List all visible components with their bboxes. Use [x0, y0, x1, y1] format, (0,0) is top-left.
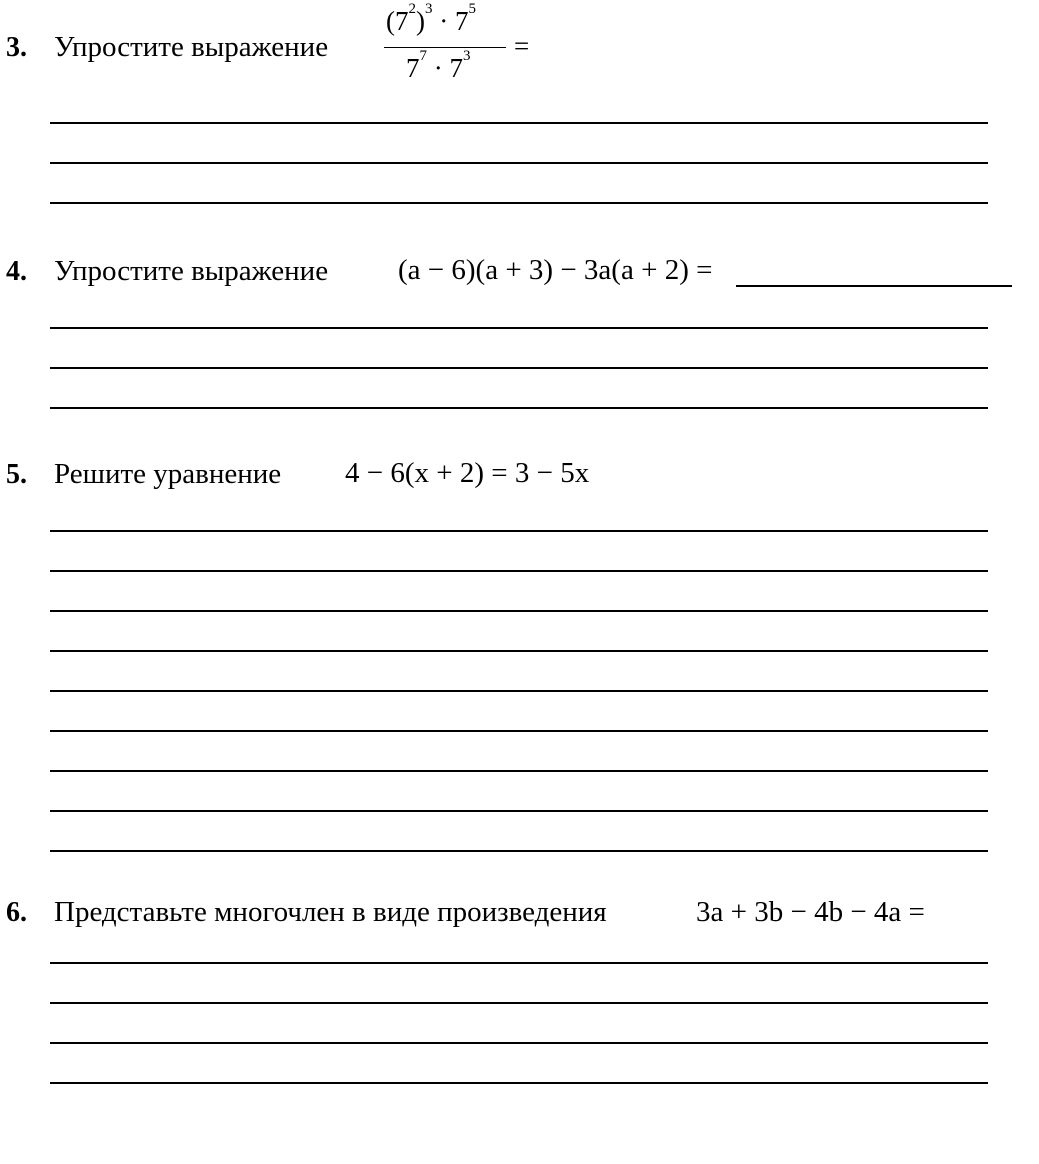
answer-line[interactable]	[50, 570, 988, 572]
math-expression: 3a + 3b − 4b − 4a =	[696, 896, 925, 928]
task-number: 4.	[6, 256, 27, 287]
task-number: 3.	[6, 32, 27, 63]
answer-line[interactable]	[50, 407, 988, 409]
answer-line[interactable]	[50, 530, 988, 532]
task-prompt: Решите уравнение	[54, 458, 282, 490]
math-expression: 4 − 6(x + 2) = 3 − 5x	[345, 457, 590, 489]
task-number: 5.	[6, 459, 27, 490]
task-prompt: Упростите выражение	[54, 31, 329, 63]
equals-sign: =	[514, 31, 530, 61]
answer-line[interactable]	[50, 1082, 988, 1084]
task-prompt: Упростите выражение	[54, 255, 329, 287]
answer-line[interactable]	[50, 690, 988, 692]
answer-line[interactable]	[50, 367, 988, 369]
answer-line[interactable]	[50, 1042, 988, 1044]
answer-line[interactable]	[50, 610, 988, 612]
answer-line[interactable]	[50, 650, 988, 652]
fraction-numerator: $(7^2)^3 \cdot 7^5$	[386, 1, 476, 36]
answer-line[interactable]	[50, 202, 988, 204]
fraction-bar	[384, 47, 506, 48]
answer-line[interactable]	[50, 1002, 988, 1004]
answer-blank[interactable]	[736, 285, 1012, 287]
answer-line[interactable]	[50, 122, 988, 124]
math-expression: (a − 6)(a + 3) − 3a(a + 2) =	[398, 254, 713, 286]
answer-line[interactable]	[50, 327, 988, 329]
task-number: 6.	[6, 897, 27, 928]
answer-line[interactable]	[50, 730, 988, 732]
answer-line[interactable]	[50, 770, 988, 772]
task-prompt: Представьте многочлен в виде произведения	[54, 896, 607, 928]
answer-line[interactable]	[50, 850, 988, 852]
answer-line[interactable]	[50, 962, 988, 964]
fraction-denominator: $7^7 \cdot 7^3$	[406, 48, 471, 83]
answer-line[interactable]	[50, 162, 988, 164]
answer-line[interactable]	[50, 810, 988, 812]
